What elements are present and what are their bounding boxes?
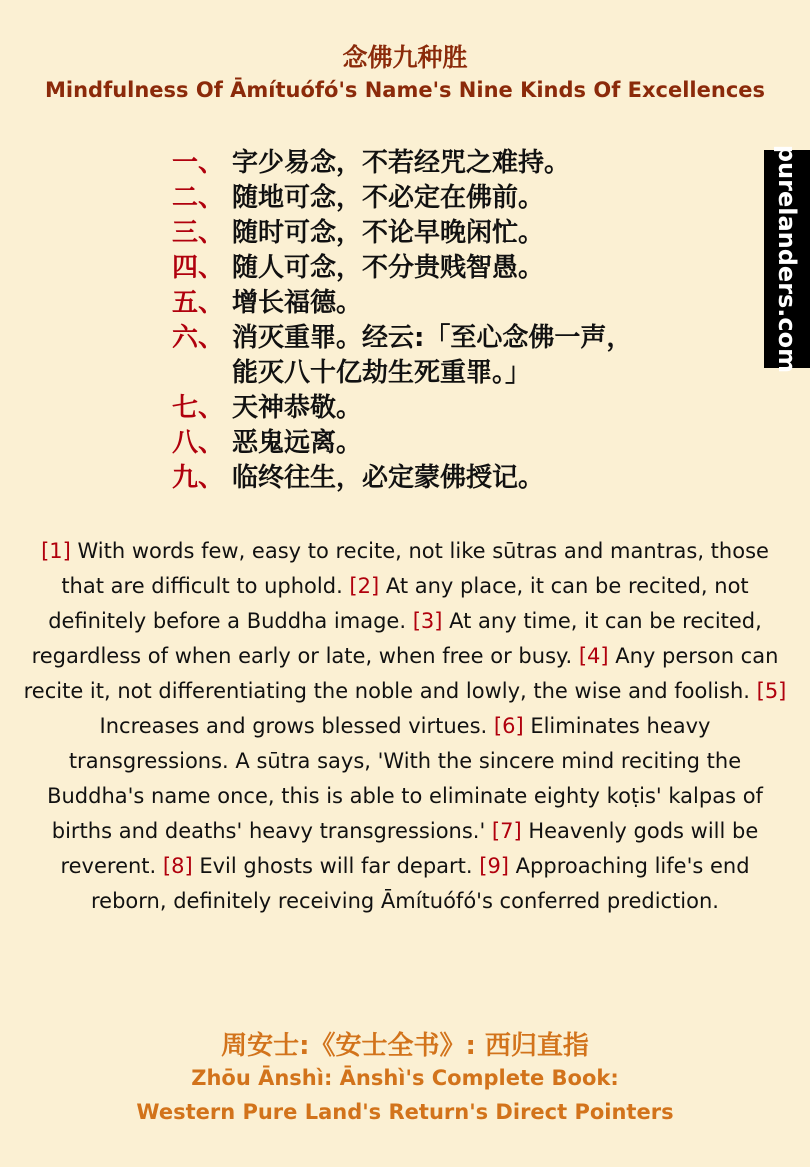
source-chinese: 周安士:《安士全书》: 西归直指 xyxy=(221,1031,589,1061)
translation-text: Any person can recite it, not differentiating the noble and lowly, the wise and foolish. xyxy=(23,644,779,703)
item-number: 九、 xyxy=(172,463,225,493)
english-translation xyxy=(20,534,790,919)
item-number: 七、 xyxy=(172,393,225,423)
page-title-english: Mindfulness Of Āmítuófó's Name's Nine Kinds Of Excellences xyxy=(44,78,766,102)
translation-text: Evil ghosts will far depart. xyxy=(192,854,480,878)
item-text: 字少易念，不若经咒之难持。 xyxy=(232,148,571,178)
source-english-line-2: Western Pure Land's Return's Direct Pointers xyxy=(136,1100,674,1124)
item-text: 临终往生，必定蒙佛授记。 xyxy=(232,463,545,493)
translation-text: Heavenly gods will be reverent. xyxy=(60,819,759,878)
translation-text: Approaching life's end reborn, definitely receiving Āmítuófó's conferred prediction. xyxy=(91,854,750,913)
item-number: 二、 xyxy=(172,183,225,213)
item-text: 随地可念，不必定在佛前。 xyxy=(232,183,545,213)
list-item xyxy=(172,251,762,286)
list-item xyxy=(172,146,762,181)
marker: [5] xyxy=(756,679,787,703)
item-text: 随时可念，不论早晚闲忙。 xyxy=(232,218,545,248)
item-text: 增长福德。 xyxy=(232,288,363,318)
marker: [9] xyxy=(479,854,509,878)
marker: [3] xyxy=(412,609,443,633)
marker: [6] xyxy=(493,714,524,738)
marker: [1] xyxy=(41,539,71,563)
item-text: 能灭八十亿劫生死重罪。」 xyxy=(232,358,532,388)
translation-text: With words few, easy to recite, not like sūtras and mantras, those that are difficult to uphold. xyxy=(61,539,769,598)
list-item xyxy=(172,391,762,426)
translation-text: Eliminates heavy transgressions. A sūtra says, 'With the sincere mind reciting the Buddha's name once, this is able to eliminate eighty koṭis' kalpas of births and deaths' heavy transgressions.' xyxy=(47,714,763,843)
item-number: 三、 xyxy=(172,218,225,248)
list-item xyxy=(172,461,762,496)
item-text: 消灭重罪。经云:「至心念佛一声， xyxy=(232,323,633,353)
item-text: 随人可念，不分贵贱智愚。 xyxy=(232,253,545,283)
item-number: 五、 xyxy=(172,288,225,318)
source-english-line-1: Zhōu Ānshì: Ānshì's Complete Book: xyxy=(191,1066,619,1090)
list-item xyxy=(172,181,762,216)
item-number: 八、 xyxy=(172,428,225,458)
list-item xyxy=(172,216,762,251)
item-number: 四、 xyxy=(172,253,225,283)
marker: [4] xyxy=(578,644,609,668)
excellences-list xyxy=(172,146,762,496)
list-item xyxy=(172,426,762,461)
translation-text: Increases and grows blessed virtues. xyxy=(99,714,494,738)
marker: [2] xyxy=(349,574,380,598)
item-number: 一、 xyxy=(172,148,225,178)
list-item xyxy=(172,321,762,356)
list-item xyxy=(172,286,762,321)
brand-text[interactable]: purelanders.com xyxy=(773,144,801,374)
translation-text: At any place, it can be recited, not definitely before a Buddha image. xyxy=(48,574,749,633)
brand-bar[interactable] xyxy=(764,144,810,374)
marker: [8] xyxy=(162,854,193,878)
list-item-continuation xyxy=(172,356,762,391)
item-number: 六、 xyxy=(172,323,225,353)
marker: [7] xyxy=(491,819,522,843)
page-title-chinese: 念佛九种胜 xyxy=(342,43,468,72)
item-text: 天神恭敬。 xyxy=(232,393,363,423)
item-text: 恶鬼远离。 xyxy=(232,428,363,458)
translation-text: At any time, it can be recited, regardless of when early or late, when free or busy. xyxy=(31,609,762,668)
